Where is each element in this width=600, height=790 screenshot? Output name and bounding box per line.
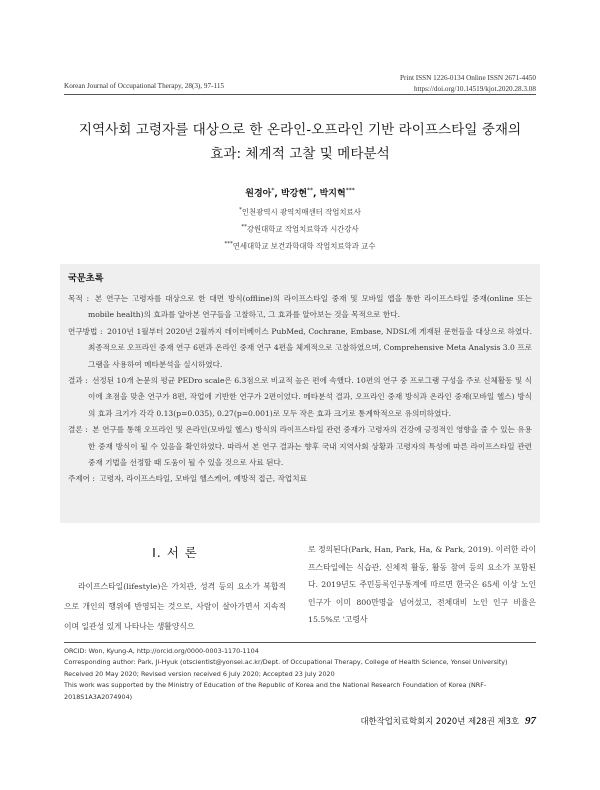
abstract-results: 결과 : 선정된 10개 논문의 평균 PEDro scale은 6.3점으로 비교적 높은 편에 속했다. 10편의 연구 중 프로그램 구성을 주로 신체활동 및 식이에 초점을 맞춘 연구가 8편, 작업에 기반한 연구가 2편이었다. 메타분석 결과, 오프라인 중재 방식과 온라인 중재(모바일 헬스) 방식의 효과 크기가 각각 0.13(p=0.035), 0.27(p=0.001)로 모두 작은 효과 크기로 통계학적으로 유의미하였다. xyxy=(68,376,532,418)
doi-link[interactable]: https://doi.org/10.14519/kjot.2020.28.3.08 xyxy=(413,85,536,93)
abstract-purpose: 목적 : 본 연구는 고령자를 대상으로 한 대면 방식(offline)의 라이프스타일 중재 및 모바일 앱을 통한 라이프스타일 중재(online 또는 mobile health)의 효과를 알아본 연구들을 고찰하고, 그 효과를 알아보는 것을 목적으로 한다. xyxy=(68,294,532,320)
author-name: 박강현 xyxy=(280,189,308,199)
footnote-block xyxy=(64,646,544,703)
journal-header xyxy=(64,73,536,95)
author-list: 원경아*, 박강현**, 박지혁*** xyxy=(245,187,355,199)
received-dates-note: Received 20 May 2020; Revised version received 6 July 2020; Accepted 23 July 2020 xyxy=(64,669,335,678)
issn-doi-block xyxy=(400,73,536,95)
affiliation-line: **강원대학교 작업치료학과 시간강사 xyxy=(241,223,359,234)
author-mark: *** xyxy=(345,187,355,194)
page-number: 97 xyxy=(525,715,536,727)
affiliation-list xyxy=(0,203,600,254)
intro-paragraph: 라이프스타일(lifestyle)은 가치관, 성격 등의 요소가 복합적으로 개인의 행위에 반영되는 것으로, 사람이 살아가면서 지속적이며 일관성 있게 나타나는 생활양식으 xyxy=(64,582,286,631)
title-line-2: 효과: 체계적 고찰 및 메타분석 xyxy=(210,146,390,162)
footer-journal-issue: 대한작업치료학회지 2020년 제28권 제3호 xyxy=(360,716,519,726)
journal-citation: Korean Journal of Occupational Therapy, 28(3), 97-115 xyxy=(64,82,225,90)
author-mark: * xyxy=(271,187,275,194)
abstract-heading: 국문초록 xyxy=(68,273,104,284)
title-line-1: 지역사회 고령자를 대상으로 한 온라인-오프라인 기반 라이프스타일 중재의 xyxy=(78,122,522,138)
section-heading: Ⅰ. 서 론 xyxy=(152,545,198,560)
funding-note: This work was supported by the Ministry of Education of the Republic of Korea and the National Research Foundation of Korea (NRF-2018S1A3A2074904) xyxy=(64,681,487,701)
author-mark: ** xyxy=(307,187,314,194)
page-footer xyxy=(360,715,536,727)
body-column-right xyxy=(308,541,536,629)
abstract-conclusion: 결론 : 본 연구를 통해 오프라인 및 온라인(모바일 헬스) 방식의 라이프스타일 관련 중재가 고령자의 건강에 긍정적인 영향을 줄 수 있는 유용한 중재 방식이 될 수 있음을 확인하였다. 따라서 본 연구 결과는 향후 국내 지역사회 상황과 고령자의 특성에 따른 라이프스타일 관련 중재 기법을 선정할 때 도움이 될 수 있을 것으로 사료 된다. xyxy=(68,425,532,468)
author-name: 박지혁 xyxy=(319,189,346,199)
abstract-keywords: 주제어 : 고령자, 라이프스타일, 모바일 헬스케어, 예방적 접근, 작업치료 xyxy=(68,474,307,484)
issn-text: Print ISSN 1226-0134 Online ISSN 2671-4450 xyxy=(400,74,536,82)
orcid-note: ORCID: Won, Kyung-A, http://orcid.org/0000-0003-1170-1104 xyxy=(64,647,259,655)
affiliation-line: ***연세대학교 보건과학대학 작업치료학과 교수 xyxy=(224,240,376,251)
abstract-methods: 연구방법 : 2010년 1월부터 2020년 2월까지 데이터베이스 PubMed, Cochrane, Embase, NDSL에 게재된 문헌들을 대상으로 하였다. 최종적으로 오프라인 중재 연구 6편과 온라인 중재 연구 4편을 체계적으로 고찰하였으며, Comprehensive Meta Analysis 3.0 프로그램을 사용하여 메타분석을 실시하였다. xyxy=(68,326,532,369)
affiliation-line: *인천광역시 광역치매센터 작업치료사 xyxy=(239,207,361,217)
paper-title xyxy=(40,118,560,166)
footnote-divider xyxy=(64,642,536,643)
corresponding-author-note: Corresponding author: Park, Ji-Hyuk (otscientist@yonsei.ac.kr/Dept. of Occupational Therapy, College of Health Science, Yonsei University) xyxy=(64,658,508,667)
body-column-left xyxy=(64,541,286,636)
author-name: 원경아 xyxy=(245,189,272,199)
intro-paragraph-continued: 로 정의된다(Park, Han, Park, Ha, & Park, 2019). 이러한 라이프스타일에는 식습관, 신체적 활동, 활동 참여 등의 요소가 포함된다. 2019년도 주민등록인구통계에 따르면 한국은 65세 이상 노인 인구가 이미 800만명을 넘어섰고, 전체대비 노인 인구 비율은 15.5%로 '고령사 xyxy=(308,545,536,625)
korean-abstract-box xyxy=(60,264,540,523)
